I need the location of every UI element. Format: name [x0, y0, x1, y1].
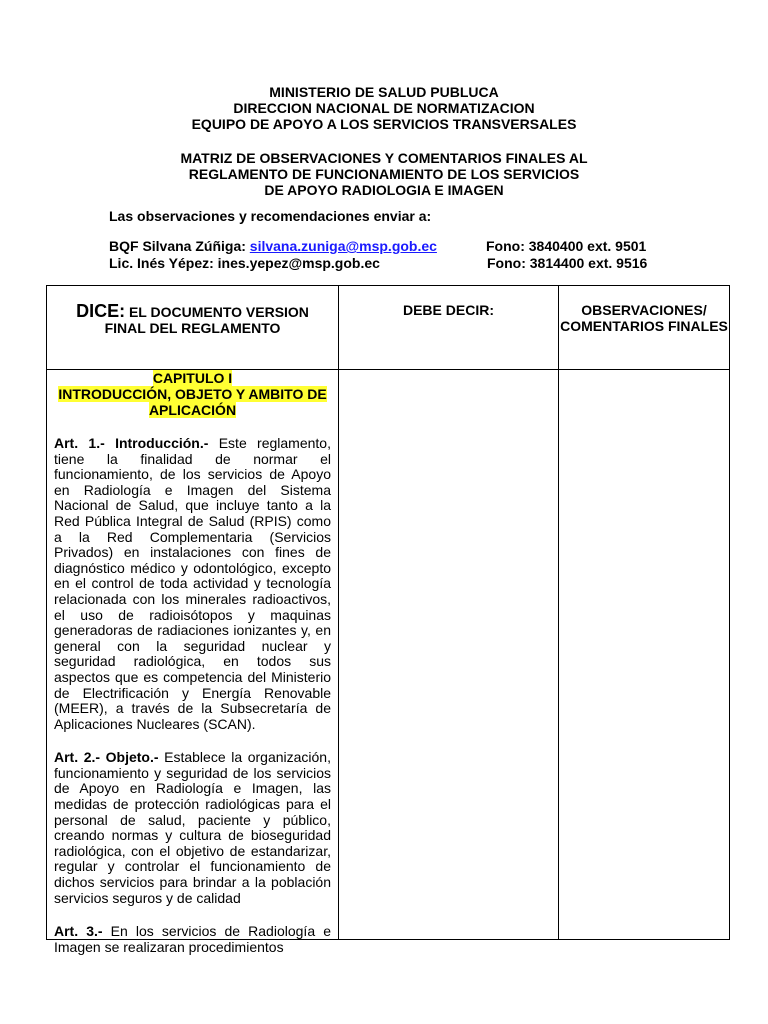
matrix-title-line2: REGLAMENTO DE FUNCIONAMIENTO DE LOS SERVICIOS — [188, 166, 580, 182]
matrix-title-line3: DE APOYO RADIOLOGIA E IMAGEN — [264, 182, 504, 198]
table-header-row — [47, 286, 730, 370]
dice-cell — [47, 370, 339, 955]
email-link[interactable]: silvana.zuniga@msp.gob.ec — [249, 238, 437, 254]
debe-decir-cell[interactable] — [339, 370, 559, 940]
observaciones-cell[interactable] — [559, 370, 730, 940]
contact-name: BQF Silvana Zúñiga: — [109, 238, 250, 254]
team-title: EQUIPO DE APOYO A LOS SERVICIOS TRANSVERSALES — [191, 116, 577, 132]
contact-row-1 — [109, 238, 709, 255]
phone-number: Fono: 3814400 ext. 9516 — [487, 255, 648, 271]
column-header-debe-decir: DEBE DECIR: — [339, 286, 559, 370]
direction-title: DIRECCION NACIONAL DE NORMATIZACION — [233, 100, 535, 116]
ministry-title: MINISTERIO DE SALUD PUBLUCA — [269, 84, 499, 100]
article-3: Art. 3.- En los servicios de Radiología e Imagen se realizaran procedimientos — [54, 923, 331, 955]
contacts-block — [109, 208, 709, 272]
document-header — [0, 84, 768, 198]
matrix-title-line1: MATRIZ DE OBSERVACIONES Y COMENTARIOS FINALES AL — [180, 150, 588, 166]
table-row — [47, 370, 730, 940]
column-header-observaciones: OBSERVACIONES/ COMENTARIOS FINALES — [559, 286, 730, 370]
article-2: Art. 2.- Objeto.- Establece la organización, funcionamiento y seguridad de los servicios de Apoyo en Radiología e Imagen, las medidas de protección radiológicas para el personal de salud, paciente y público, creando normas y cultura de bioseguridad radiológica, con el objetivo de estandarizar, regular y controlar el funcionamiento de dichos servicios para brindar a la población servicios seguros y de calidad — [54, 749, 331, 906]
article-1: Art. 1.- Introducción.- Este reglamento, tiene la finalidad de normar el funcionamiento, de los servicios de Apoyo en Radiología e Imagen del Sistema Nacional de Salud, que incluye tanto a la Red Pública Integral de Salud (RPIS) como a la Red Complementaria (Servicios Privados) en instalaciones con fines de diagnóstico médico y odontológico, excepto en el control de toda actividad y tecnología relacionada con los minerales radioactivos, el uso de radioisótopos y maquinas generadoras de radiaciones ionizantes y, en general con la seguridad nuclear y seguridad radiológica, en todos sus aspectos que es competencia del Ministerio de Electrificación y Energía Renovable (MEER), a través de la Subsecretaría de Aplicaciones Nucleares (SCAN). — [54, 435, 331, 732]
phone-number: Fono: 3840400 ext. 9501 — [486, 238, 647, 254]
chapter-heading: CAPITULO I INTRODUCCIÓN, OBJETO Y AMBITO DE APLICACIÓN — [58, 370, 327, 418]
column-header-dice: DICE: EL DOCUMENTO VERSION FINAL DEL REGLAMENTO — [47, 286, 339, 370]
contact-row-2 — [109, 255, 709, 272]
contact-name: Lic. Inés Yépez: ines.yepez@msp.gob.ec — [109, 255, 380, 271]
observations-matrix-table — [46, 285, 730, 955]
contacts-intro: Las observaciones y recomendaciones enviar a: — [109, 208, 432, 224]
